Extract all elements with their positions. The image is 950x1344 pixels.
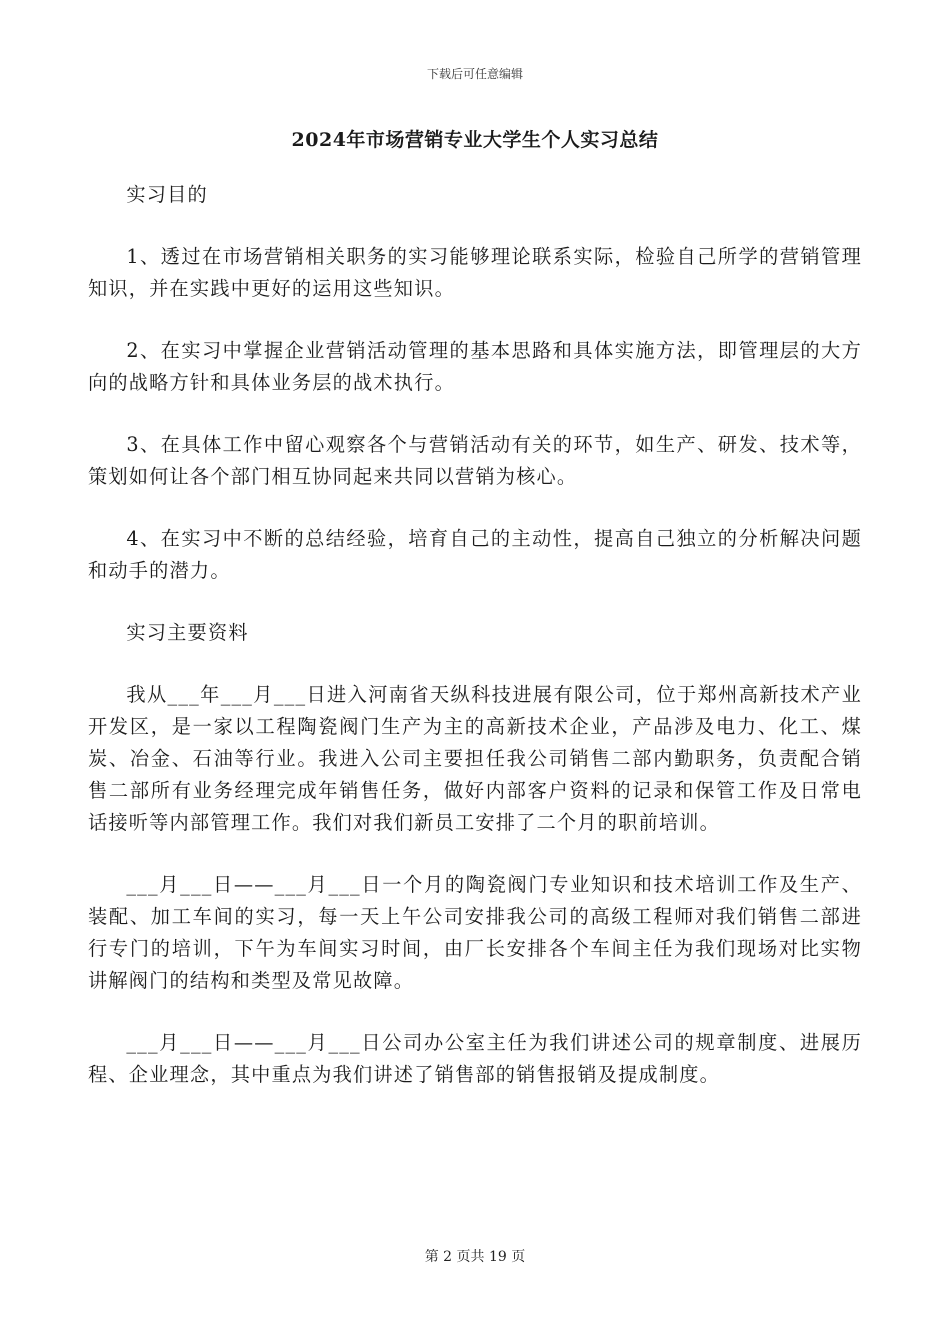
paragraph-content-rules: ___月___日——___月___日公司办公室主任为我们讲述公司的规章制度、进展历程、企业理念，其中重点为我们讲述了销售部的销售报销及提成制度。	[88, 1031, 862, 1086]
paragraph-purpose-2: 2、在实习中掌握企业营销活动管理的基本思路和具体实施方法，即管理层的大方向的战略方针和具体业务层的战术执行。	[88, 339, 862, 394]
document-title: 2024年市场营销专业大学生个人实习总结	[291, 129, 659, 151]
paragraph-content-intro: 我从___年___月___日进入河南省天纵科技进展有限公司，位于郑州高新技术产业开发区，是一家以工程陶瓷阀门生产为主的高新技术企业，产品涉及电力、化工、煤炭、冶金、石油等行业。我进入公司主要担任我公司销售二部内勤职务，负责配合销售二部所有业务经理完成年销售任务，做好内部客户资料的记录和保管工作及日常电话接听等内部管理工作。我们对我们新员工安排了二个月的职前培训。	[88, 683, 862, 834]
paragraph-purpose-1: 1、透过在市场营销相关职务的实习能够理论联系实际，检验自己所学的营销管理知识，并在实践中更好的运用这些知识。	[88, 245, 862, 300]
header-note: 下载后可任意编辑	[426, 67, 523, 81]
section-heading-content: 实习主要资料	[126, 621, 249, 644]
document-body	[88, 179, 862, 1121]
paragraph-content-training: ___月___日——___月___日一个月的陶瓷阀门专业知识和技术培训工作及生产、装配、加工车间的实习，每一天上午公司安排我公司的高级工程师对我们销售二部进行专门的培训，下午为车间实习时间，由厂长安排各个车间主任为我们现场对比实物讲解阀门的结构和类型及常见故障。	[88, 873, 862, 992]
section-heading-purpose: 实习目的	[126, 183, 208, 206]
paragraph-purpose-4: 4、在实习中不断的总结经验，培育自己的主动性，提高自己独立的分析解决问题和动手的潜力。	[88, 527, 862, 582]
paragraph-purpose-3: 3、在具体工作中留心观察各个与营销活动有关的环节，如生产、研发、技术等，策划如何让各个部门相互协同起来共同以营销为核心。	[88, 433, 862, 488]
page-footer: 第 2 页共 19 页	[424, 1249, 526, 1265]
